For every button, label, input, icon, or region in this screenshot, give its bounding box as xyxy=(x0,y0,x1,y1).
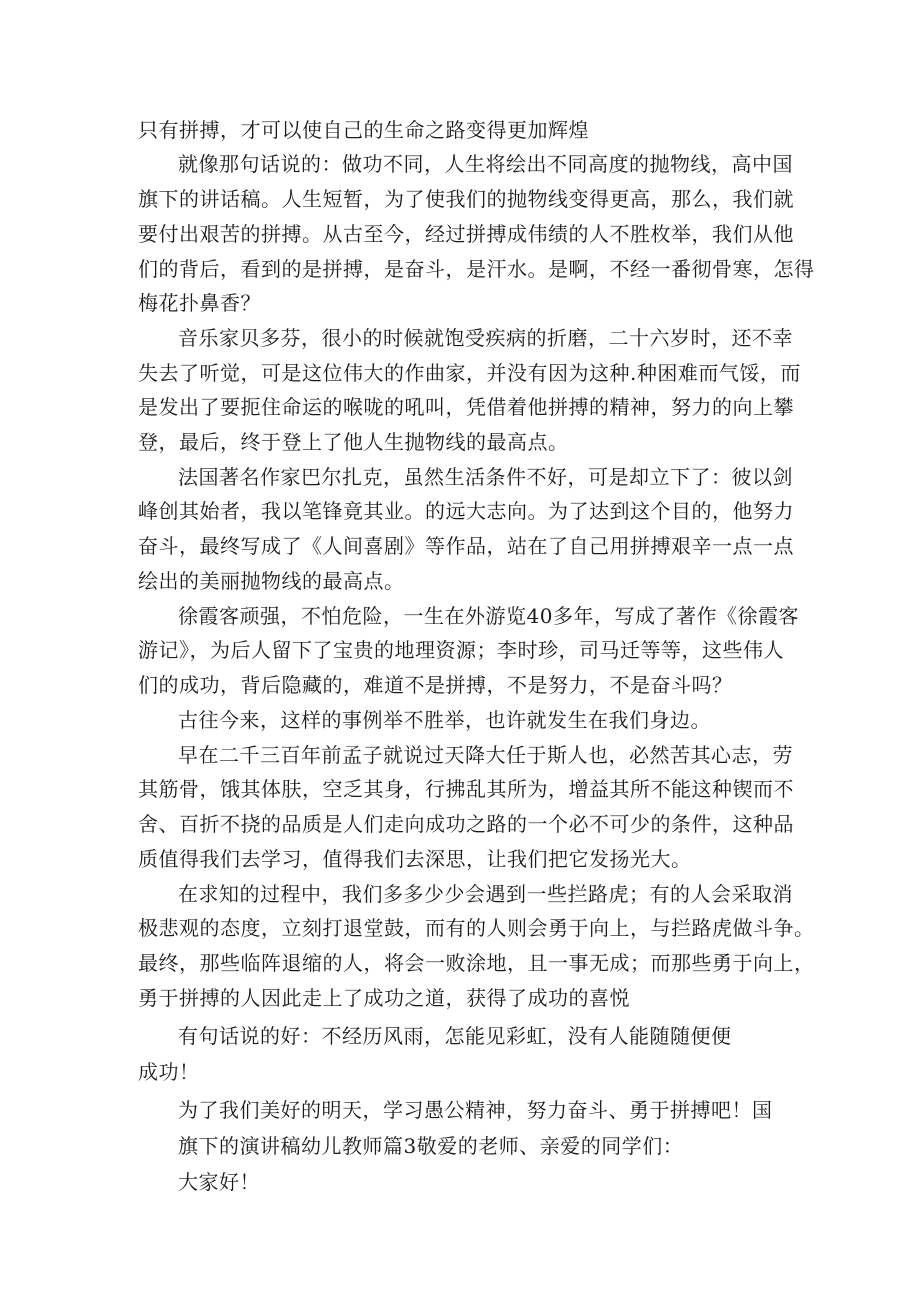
text-line: 失去了听觉，可是这位伟大的作曲家，并没有因为这种.种困难而气馁，而 xyxy=(138,361,801,385)
text-line: 游记》，为后人留下了宝贵的地理资源；李时珍，司马迁等等，这些伟人 xyxy=(138,638,784,662)
text-line: 法国著名作家巴尔扎克，虽然生活条件不好，可是却立下了：彼以剑 xyxy=(178,465,793,489)
text-line: 在求知的过程中，我们多多少少会遇到一些拦路虎；有的人会采取消 xyxy=(178,882,793,906)
text-line: 旗下的演讲稿幼儿教师篇3敬爱的老师、亲爱的同学们： xyxy=(178,1134,684,1158)
text-line: 们的背后，看到的是拼搏，是奋斗，是汗水。是啊，不经一番彻骨寒，怎得 xyxy=(138,257,815,281)
text-line: 登，最后，终于登上了他人生抛物线的最高点。 xyxy=(138,430,569,454)
text-line: 古往今来，这样的事例举不胜举，也许就发生在我们身边。 xyxy=(178,708,711,732)
text-line: 只有拼搏，才可以使自己的生命之路变得更加辉煌 xyxy=(138,118,589,142)
text-line: 为了我们美好的明天，学习愚公精神，努力奋斗、勇于拼搏吧！国 xyxy=(178,1098,773,1122)
text-line: 徐霞客顽强，不怕危险，一生在外游览40多年，写成了著作《徐霞客 xyxy=(178,604,799,628)
text-line: 奋斗，最终写成了《人间喜剧》等作品，站在了自己用拼搏艰辛一点一点 xyxy=(138,534,794,558)
text-line: 要付出艰苦的拼搏。从古至今，经过拼搏成伟绩的人不胜枚举，我们从他 xyxy=(138,222,794,246)
text-line: 音乐家贝多芬，很小的时候就饱受疾病的折磨，二十六岁时，还不幸 xyxy=(178,326,793,350)
text-line: 早在二千三百年前孟子就说过天降大任于斯人也，必然苦其心志，劳 xyxy=(178,743,793,767)
text-line: 质值得我们去学习，值得我们去深思，让我们把它发扬光大。 xyxy=(138,847,692,871)
text-line: 成功！ xyxy=(138,1060,200,1084)
text-line: 是发出了要扼住命运的喉咙的吼叫，凭借着他拼搏的精神，努力的向上攀 xyxy=(138,395,794,419)
text-line: 峰创其始者，我以笔锋竟其业。的远大志向。为了达到这个目的，他努力 xyxy=(138,499,794,523)
text-line: 有句话说的好：不经历风雨，怎能见彩虹，没有人能随随便便 xyxy=(178,1024,732,1048)
text-line: 梅花扑鼻香？ xyxy=(138,291,261,315)
text-line: 极悲观的态度，立刻打退堂鼓，而有的人则会勇于向上，与拦路虎做斗争。 xyxy=(138,916,815,940)
text-line: 就像那句话说的：做功不同，人生将绘出不同高度的抛物线，高中国 xyxy=(178,152,793,176)
text-line: 绘出的美丽抛物线的最高点。 xyxy=(138,569,405,593)
text-line: 舍、百折不挠的品质是人们走向成功之路的一个必不可少的条件，这种品 xyxy=(138,812,794,836)
text-line: 们的成功，背后隐藏的，难道不是拼搏，不是努力，不是奋斗吗？ xyxy=(138,673,733,697)
text-line: 勇于拼搏的人因此走上了成功之道，获得了成功的喜悦 xyxy=(138,986,630,1010)
text-line: 其筋骨，饿其体肤，空乏其身，行拂乱其所为，增益其所不能这种锲而不 xyxy=(138,777,794,801)
text-line: 旗下的讲话稿。人生短暂，为了使我们的抛物线变得更高，那么，我们就 xyxy=(138,187,794,211)
text-line: 最终，那些临阵退缩的人，将会一败涂地，且一事无成；而那些勇于向上， xyxy=(138,951,815,975)
text-line: 大家好！ xyxy=(178,1170,260,1194)
